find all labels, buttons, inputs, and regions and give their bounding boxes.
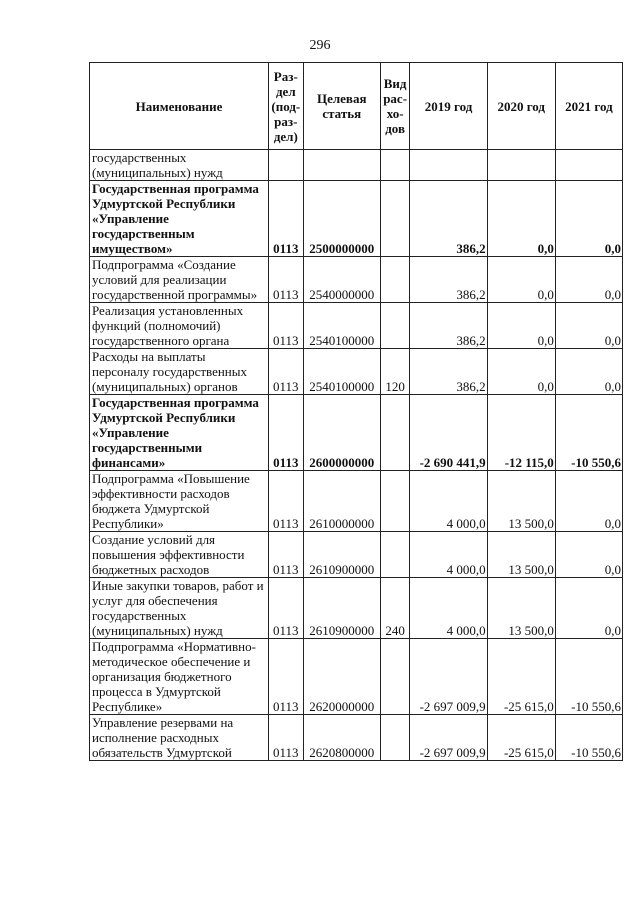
table-row	[90, 532, 623, 578]
cell-2019: -2 697 009,9	[410, 715, 487, 761]
cell-name: Подпрограмма «Создание условий для реализации государственной программы»	[90, 257, 269, 303]
cell-type	[380, 257, 409, 303]
cell-section: 0113	[269, 471, 304, 532]
cell-2019: 4 000,0	[410, 578, 487, 639]
cell-section: 0113	[269, 532, 304, 578]
cell-2021: -10 550,6	[555, 715, 622, 761]
cell-type	[380, 471, 409, 532]
header-target: Целевая статья	[303, 63, 380, 150]
cell-target: 2620000000	[303, 639, 380, 715]
cell-target	[303, 150, 380, 181]
cell-name: Расходы на выплаты персоналу государственных (муниципальных) органов	[90, 349, 269, 395]
table-row	[90, 578, 623, 639]
cell-2019: 386,2	[410, 303, 487, 349]
header-2020: 2020 год	[487, 63, 555, 150]
cell-target: 2600000000	[303, 395, 380, 471]
cell-2021: 0,0	[555, 181, 622, 257]
header-2021: 2021 год	[555, 63, 622, 150]
cell-name: Подпрограмма «Нормативно-методическое обеспечение и организация бюджетного процесса в Удмуртской Республике»	[90, 639, 269, 715]
cell-2020	[487, 150, 555, 181]
cell-section: 0113	[269, 303, 304, 349]
cell-section: 0113	[269, 715, 304, 761]
cell-2020: 0,0	[487, 303, 555, 349]
cell-section	[269, 150, 304, 181]
cell-2020: 13 500,0	[487, 471, 555, 532]
table-row	[90, 349, 623, 395]
cell-2021: 0,0	[555, 257, 622, 303]
cell-target: 2540100000	[303, 349, 380, 395]
cell-target: 2610000000	[303, 471, 380, 532]
cell-section: 0113	[269, 349, 304, 395]
table-row	[90, 303, 623, 349]
cell-2020: 0,0	[487, 181, 555, 257]
table-row	[90, 639, 623, 715]
header-2019: 2019 год	[410, 63, 487, 150]
budget-table	[89, 62, 623, 761]
cell-target: 2500000000	[303, 181, 380, 257]
cell-target: 2540100000	[303, 303, 380, 349]
cell-type	[380, 150, 409, 181]
cell-2021: 0,0	[555, 303, 622, 349]
cell-2020: -25 615,0	[487, 715, 555, 761]
cell-name: Иные закупки товаров, работ и услуг для обеспечения государственных (муниципальных) нужд	[90, 578, 269, 639]
cell-target: 2610900000	[303, 578, 380, 639]
cell-2019: 386,2	[410, 257, 487, 303]
cell-section: 0113	[269, 578, 304, 639]
cell-2019: 4 000,0	[410, 532, 487, 578]
cell-section: 0113	[269, 257, 304, 303]
cell-name: Государственная программа Удмуртской Республики «Управление государственным имуществом»	[90, 181, 269, 257]
header-name: Наименование	[90, 63, 269, 150]
cell-2019: -2 690 441,9	[410, 395, 487, 471]
cell-2021: 0,0	[555, 532, 622, 578]
cell-name: Управление резервами на исполнение расходных обязательств Удмуртской	[90, 715, 269, 761]
cell-target: 2540000000	[303, 257, 380, 303]
cell-type: 240	[380, 578, 409, 639]
cell-2021: -10 550,6	[555, 395, 622, 471]
cell-2019: 386,2	[410, 349, 487, 395]
header-section: Раз-дел (под-раз-дел)	[269, 63, 304, 150]
cell-type	[380, 303, 409, 349]
cell-target: 2610900000	[303, 532, 380, 578]
cell-target: 2620800000	[303, 715, 380, 761]
cell-2019: 4 000,0	[410, 471, 487, 532]
cell-2019: -2 697 009,9	[410, 639, 487, 715]
cell-type	[380, 395, 409, 471]
cell-2021: -10 550,6	[555, 639, 622, 715]
cell-name: Реализация установленных функций (полномочий) государственного органа	[90, 303, 269, 349]
cell-section: 0113	[269, 395, 304, 471]
cell-name: Создание условий для повышения эффективности бюджетных расходов	[90, 532, 269, 578]
cell-2021	[555, 150, 622, 181]
cell-type	[380, 532, 409, 578]
header-type: Вид рас-хо-дов	[380, 63, 409, 150]
table-row	[90, 395, 623, 471]
cell-2020: -12 115,0	[487, 395, 555, 471]
cell-type	[380, 639, 409, 715]
cell-2021: 0,0	[555, 578, 622, 639]
cell-2020: 0,0	[487, 349, 555, 395]
table-row	[90, 471, 623, 532]
table-row	[90, 181, 623, 257]
page-number: 296	[309, 38, 331, 53]
cell-name: Государственная программа Удмуртской Республики «Управление государственными финансами»	[90, 395, 269, 471]
table-row	[90, 715, 623, 761]
cell-type	[380, 181, 409, 257]
cell-2019	[410, 150, 487, 181]
table-header-row	[90, 63, 623, 150]
cell-2020: 13 500,0	[487, 532, 555, 578]
cell-name: Подпрограмма «Повышение эффективности расходов бюджета Удмуртской Республики»	[90, 471, 269, 532]
cell-section: 0113	[269, 181, 304, 257]
cell-2020: 0,0	[487, 257, 555, 303]
cell-type: 120	[380, 349, 409, 395]
cell-2020: -25 615,0	[487, 639, 555, 715]
cell-2019: 386,2	[410, 181, 487, 257]
table-row	[90, 150, 623, 181]
cell-2021: 0,0	[555, 471, 622, 532]
cell-section: 0113	[269, 639, 304, 715]
table-row	[90, 257, 623, 303]
cell-name: государственных (муниципальных) нужд	[90, 150, 269, 181]
cell-type	[380, 715, 409, 761]
cell-2020: 13 500,0	[487, 578, 555, 639]
cell-2021: 0,0	[555, 349, 622, 395]
